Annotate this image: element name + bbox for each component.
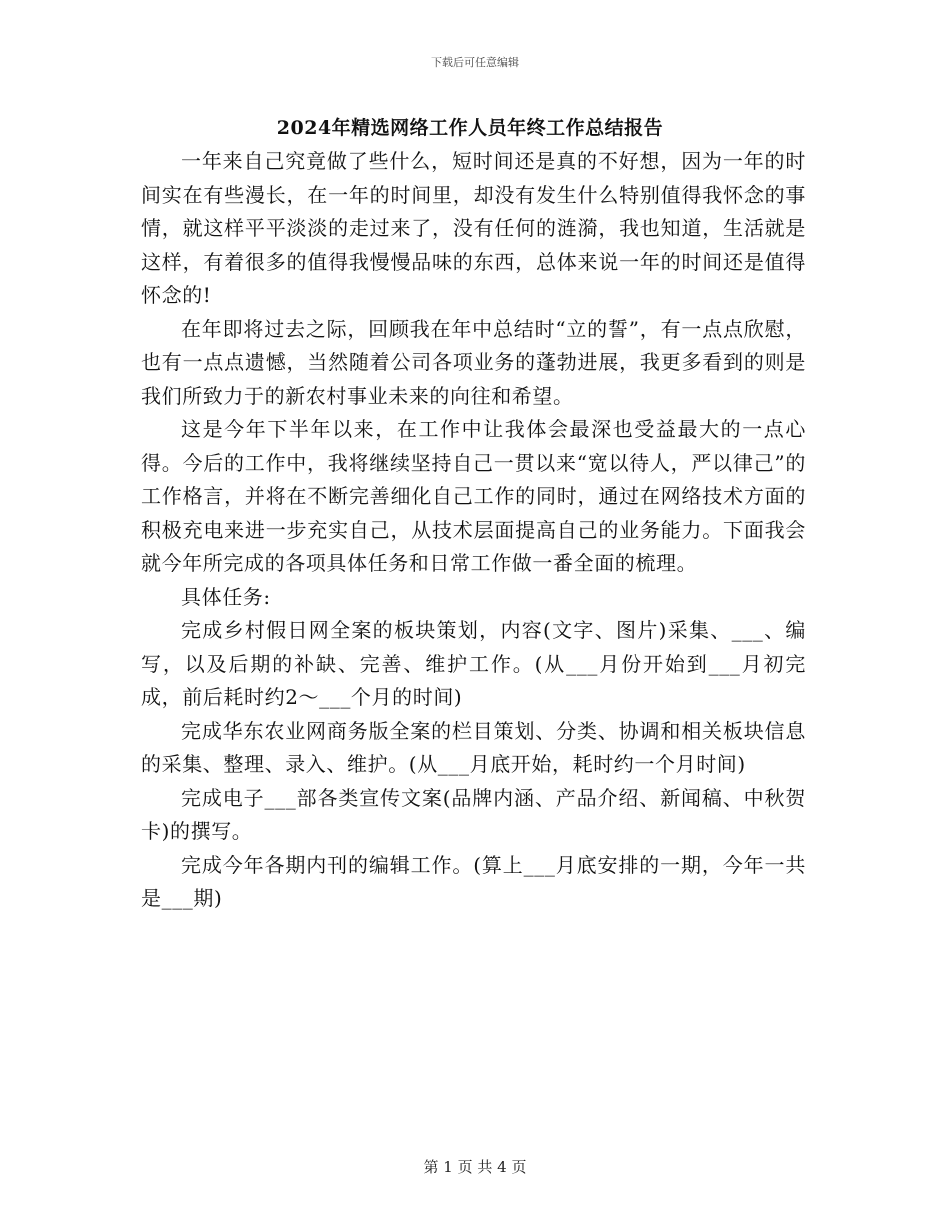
download-note: 下载后可任意编辑 xyxy=(431,56,519,69)
paragraph-review: 在年即将过去之际，回顾我在年中总结时“立的誓”，有一点点欣慰，也有一点点遗憾，当然随着公司各项业务的蓬勃进展，我更多看到的则是我们所致力于的新农村事业未来的向往和希望。 xyxy=(141,316,806,408)
paragraph-task-rural-holiday: 完成乡村假日网全案的板块策划，内容(文字、图片)采集、___、编写，以及后期的补缺、完善、维护工作。(从___月份开始到___月初完成，前后耗时约2～___个月的时间) xyxy=(141,618,806,709)
document-body xyxy=(141,145,806,916)
document-title: 2024年精选网络工作人员年终工作总结报告 xyxy=(276,117,664,139)
paragraph-tasks-heading: 具体任务: xyxy=(181,584,271,609)
paragraph-task-internal-journal: 完成今年各期内刊的编辑工作。(算上___月底安排的一期，今年一共是___期) xyxy=(141,852,806,910)
page-number: 第 1 页 共 4 页 xyxy=(423,1158,527,1176)
paragraph-task-east-china-agri: 完成华东农业网商务版全案的栏目策划、分类、协调和相关板块信息的采集、整理、录入、维护。(从___月底开始，耗时约一个月时间) xyxy=(141,718,806,776)
paragraph-intro: 一年来自己究竟做了些什么，短时间还是真的不好想，因为一年的时间实在有些漫长，在一年的时间里，却没有发生什么特别值得我怀念的事情，就这样平平淡淡的走过来了，没有任何的涟漪，我也知道，生活就是这样，有着很多的值得我慢慢品味的东西，总体来说一年的时间还是值得怀念的! xyxy=(141,149,806,307)
paragraph-insight: 这是今年下半年以来，在工作中让我体会最深也受益最大的一点心得。今后的工作中，我将继续坚持自己一贯以来“宽以待人，严以律己”的工作格言，并将在不断完善细化自己工作的同时，通过在网络技术方面的积极充电来进一步充实自己，从技术层面提高自己的业务能力。下面我会就今年所完成的各项具体任务和日常工作做一番全面的梳理。 xyxy=(141,417,806,575)
paragraph-task-electronics-copy: 完成电子___部各类宣传文案(品牌内涵、产品介绍、新闻稿、中秋贺卡)的撰写。 xyxy=(141,785,806,843)
